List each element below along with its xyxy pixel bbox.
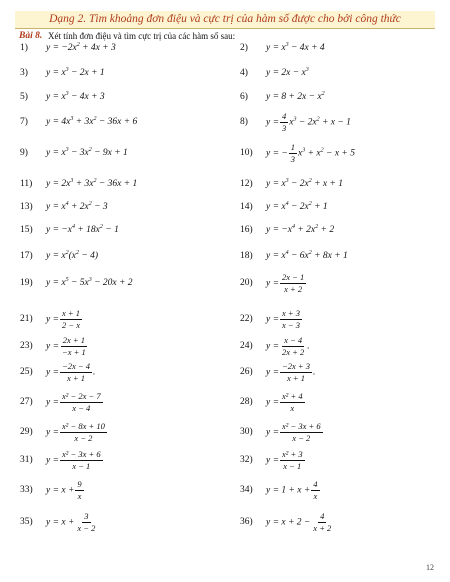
item-formula — [46, 309, 83, 330]
exponent: 4 — [292, 224, 296, 230]
exponent: 2 — [316, 116, 320, 123]
formula-text: y = x — [266, 251, 286, 261]
formula-text: + 2x — [295, 225, 316, 235]
formula-text: − 5x — [68, 278, 89, 288]
fraction-denominator: 3 — [282, 122, 287, 133]
fraction-denominator: x − 3 — [282, 319, 301, 330]
formula-text: y = — [266, 455, 280, 466]
section-heading-banner — [15, 11, 435, 29]
formula-text: + 2x — [68, 202, 89, 212]
item-formula — [266, 179, 343, 189]
item-formula — [266, 112, 351, 133]
fraction-denominator: x + 2 — [313, 522, 332, 533]
formula-text: x — [289, 117, 294, 128]
item-formula — [46, 202, 108, 212]
item-formula — [266, 512, 334, 533]
exercise-item — [240, 110, 351, 133]
fraction-numerator: 1 — [290, 141, 296, 152]
formula-text: y = x + — [46, 485, 75, 496]
exercise-item — [20, 420, 108, 443]
item-formula — [266, 251, 348, 261]
item-formula — [46, 251, 98, 261]
formula-text: y = 2x — [46, 179, 71, 189]
formula-text: + x — [305, 148, 321, 159]
formula-text: y = — [46, 397, 60, 408]
formula-text: y = — [46, 367, 60, 378]
formula-text: y = — [46, 314, 60, 325]
exercise-item — [240, 448, 306, 471]
exponent: 4 — [285, 201, 289, 207]
fraction-denominator: x + 1 — [67, 372, 86, 383]
fraction — [75, 480, 83, 501]
fraction — [280, 362, 312, 383]
item-number: 36) — [240, 517, 253, 527]
fraction — [280, 273, 306, 294]
item-formula — [266, 225, 334, 235]
formula-text: y = 8 + 2x − x — [266, 92, 322, 102]
formula-text: y = −x — [46, 225, 73, 235]
item-formula — [266, 202, 328, 212]
formula-text: y = −x — [266, 225, 293, 235]
item-number: 35) — [20, 517, 33, 527]
exercise-item — [20, 88, 105, 106]
exercise-item — [20, 448, 104, 471]
exercise-item — [20, 274, 133, 292]
item-number: 22) — [240, 314, 253, 324]
exercise-item — [20, 198, 108, 216]
item-number: 3) — [20, 68, 28, 78]
formula-text: + x − 1 — [319, 117, 351, 128]
exponent: 3 — [65, 147, 69, 153]
formula-text: + 8x + 1 — [311, 251, 348, 261]
fraction-denominator: x − 1 — [72, 460, 91, 471]
formula-text: + 4x + 3 — [79, 43, 116, 53]
exercise-item — [240, 39, 325, 57]
fraction — [60, 450, 103, 471]
exponent: 5 — [65, 277, 69, 283]
item-number: 30) — [240, 427, 253, 437]
formula-text: y = −2x — [46, 43, 77, 53]
exponent: 3 — [65, 67, 69, 73]
item-number: 5) — [20, 92, 28, 102]
item-formula — [46, 422, 108, 443]
exponent: 2 — [93, 116, 97, 122]
fraction — [60, 362, 92, 383]
exercise-item — [240, 175, 343, 193]
fraction — [289, 143, 297, 164]
formula-text: y = x — [46, 202, 66, 212]
exercise-item — [240, 334, 310, 357]
item-formula — [46, 68, 105, 78]
exercise-item — [240, 420, 324, 443]
formula-text: − 1 — [102, 225, 119, 235]
formula-text: − 4) — [78, 251, 99, 261]
formula-text: y = — [266, 278, 280, 289]
formula-text: x — [298, 148, 303, 159]
item-formula — [46, 225, 119, 235]
exponent: 2 — [308, 201, 312, 207]
formula-text: y = x — [266, 179, 286, 189]
exponent: 4 — [285, 250, 289, 256]
formula-text: y = — [266, 427, 280, 438]
item-formula — [46, 362, 95, 383]
formula-text: y = x + — [46, 517, 75, 528]
formula-text: − 36x + 6 — [96, 117, 138, 127]
item-formula — [266, 143, 355, 164]
fraction-denominator: 3 — [290, 153, 296, 164]
page-number: 12 — [426, 563, 434, 572]
fraction — [280, 392, 305, 413]
fraction-numerator: x² − 3x + 6 — [62, 448, 101, 459]
exercise-item — [240, 88, 325, 106]
formula-text: y = — [46, 341, 60, 352]
fraction — [60, 309, 82, 330]
item-number: 16) — [240, 225, 253, 235]
fraction-denominator: x — [290, 402, 295, 413]
formula-text: y = x — [266, 43, 286, 53]
exercise-item — [20, 247, 98, 265]
formula-text: y = — [266, 314, 280, 325]
item-formula — [46, 148, 128, 158]
item-formula — [266, 92, 325, 102]
item-formula — [46, 512, 98, 533]
exponent: 3 — [285, 178, 289, 184]
fraction-denominator: x − 2 — [292, 432, 311, 443]
formula-text: y = x — [46, 278, 66, 288]
exercise-item — [20, 39, 116, 57]
fraction-numerator: 9 — [77, 478, 82, 489]
exercise-item — [240, 271, 307, 294]
exponent: 2 — [76, 42, 80, 48]
fraction-numerator: x² − 8x + 10 — [62, 420, 105, 431]
exponent: 2 — [88, 201, 92, 207]
exercise-item — [20, 64, 105, 82]
exponent: 2 — [65, 250, 69, 256]
exponent: 3 — [70, 116, 74, 122]
formula-text: . — [93, 367, 96, 378]
formula-text: − 9x + 1 — [91, 148, 128, 158]
item-number: 20) — [240, 278, 253, 288]
exercise-item — [20, 510, 98, 533]
formula-text: − 3 — [91, 202, 108, 212]
exponent: 3 — [285, 42, 289, 48]
item-number: 21) — [20, 314, 33, 324]
exercise-instruction: Xét tính đơn điệu và tìm cực trị của các hàm số sau: — [48, 31, 236, 41]
fraction — [311, 512, 333, 533]
item-number: 6) — [240, 92, 248, 102]
item-number: 9) — [20, 148, 28, 158]
exponent: 2 — [315, 224, 319, 230]
fraction-denominator: x − 2 — [77, 522, 96, 533]
item-number: 2) — [240, 43, 248, 53]
fraction-denominator: x − 1 — [283, 460, 302, 471]
item-number: 15) — [20, 225, 33, 235]
item-formula — [266, 422, 324, 443]
formula-text: − 2x — [296, 117, 317, 128]
exercise-item — [20, 221, 119, 239]
formula-text: − 2x + 1 — [68, 68, 105, 78]
fraction-denominator: 2 − x — [62, 319, 81, 330]
fraction-numerator: 2x + 1 — [62, 334, 86, 345]
exercise-item — [20, 478, 85, 501]
item-formula — [46, 278, 133, 288]
fraction — [75, 512, 97, 533]
exponent: 2 — [321, 91, 325, 97]
fraction-numerator: x² − 3x + 6 — [282, 420, 321, 431]
item-number: 29) — [20, 427, 33, 437]
formula-text: y = — [266, 367, 280, 378]
formula-text: − 4x + 3 — [68, 92, 105, 102]
item-formula — [46, 336, 89, 357]
formula-text: y = — [46, 455, 60, 466]
fraction-numerator: 3 — [84, 510, 89, 521]
item-number: 34) — [240, 485, 253, 495]
item-number: 31) — [20, 455, 33, 465]
item-number: 25) — [20, 367, 33, 377]
item-number: 1) — [20, 43, 28, 53]
fraction-denominator: x + 2 — [284, 283, 303, 294]
item-number: 33) — [20, 485, 33, 495]
item-number: 17) — [20, 251, 33, 261]
fraction — [280, 112, 288, 133]
fraction — [280, 450, 305, 471]
fraction-numerator: −2x − 4 — [62, 360, 91, 371]
formula-text: y = — [46, 427, 60, 438]
item-formula — [266, 480, 321, 501]
fraction-numerator: x² − 2x − 7 — [62, 390, 101, 401]
exercise-item — [20, 175, 137, 193]
exponent: 2 — [308, 178, 312, 184]
fraction-numerator: x + 3 — [282, 307, 301, 318]
formula-text: − 2x — [288, 202, 309, 212]
item-formula — [266, 309, 303, 330]
item-formula — [266, 392, 306, 413]
formula-text: + 2 — [318, 225, 335, 235]
item-formula — [46, 480, 85, 501]
formula-text: y = 1 + x + — [266, 485, 311, 496]
exponent: 4 — [72, 224, 76, 230]
formula-text: y = — [266, 341, 280, 352]
exercise-item — [240, 247, 348, 265]
formula-text: − 2x — [288, 179, 309, 189]
item-number: 18) — [240, 251, 253, 261]
item-number: 12) — [240, 179, 253, 189]
fraction-denominator: x − 2 — [74, 432, 93, 443]
exponent: 4 — [65, 201, 69, 207]
fraction-numerator: x² + 4 — [282, 390, 303, 401]
formula-text: − 20x + 2 — [91, 278, 133, 288]
exponent: 2 — [93, 178, 97, 184]
item-formula — [266, 450, 306, 471]
formula-text: y = x + 2 − — [266, 517, 311, 528]
fraction-numerator: x + 1 — [62, 307, 81, 318]
item-number: 4) — [240, 68, 248, 78]
exponent: 3 — [65, 91, 69, 97]
fraction-numerator: x − 4 — [284, 334, 303, 345]
exercise-item — [20, 113, 137, 131]
formula-text: y = x — [266, 202, 286, 212]
formula-text: y = x — [46, 92, 66, 102]
formula-text: y = — [266, 117, 280, 128]
formula-text: y = — [266, 397, 280, 408]
item-number: 10) — [240, 148, 253, 158]
fraction-numerator: 4 — [313, 478, 318, 489]
item-formula — [266, 68, 309, 78]
item-formula — [266, 336, 310, 357]
item-number: 8) — [240, 117, 248, 127]
exercise-item — [20, 360, 96, 383]
exercise-item — [240, 390, 306, 413]
item-formula — [46, 43, 116, 53]
formula-text: y = 2x − x — [266, 68, 306, 78]
item-number: 7) — [20, 117, 28, 127]
formula-text: + 18x — [75, 225, 100, 235]
fraction-denominator: x − 4 — [72, 402, 91, 413]
exponent: 3 — [305, 67, 309, 73]
item-number: 23) — [20, 341, 33, 351]
formula-text: (x — [68, 251, 76, 261]
formula-text: − 6x — [288, 251, 309, 261]
item-number: 26) — [240, 367, 253, 377]
exponent: 3 — [88, 277, 92, 283]
exercise-item — [240, 360, 316, 383]
exponent: 2 — [308, 250, 312, 256]
formula-text: + x + 1 — [311, 179, 344, 189]
formula-text: . — [313, 367, 316, 378]
item-formula — [266, 362, 315, 383]
fraction-denominator: 2x + 2 — [282, 346, 305, 357]
item-number: 28) — [240, 397, 253, 407]
exponent: 2 — [99, 224, 103, 230]
exercise-item — [20, 390, 104, 413]
exponent: 2 — [320, 147, 324, 154]
fraction — [280, 422, 323, 443]
fraction — [60, 392, 103, 413]
item-formula — [46, 392, 104, 413]
formula-text: y = x — [46, 148, 66, 158]
formula-text: y = x — [46, 68, 66, 78]
fraction — [60, 422, 107, 443]
item-number: 13) — [20, 202, 33, 212]
formula-text: − 36x + 1 — [96, 179, 138, 189]
item-number: 24) — [240, 341, 253, 351]
formula-text: − 3x — [68, 148, 89, 158]
fraction — [60, 336, 88, 357]
fraction-numerator: 4 — [320, 510, 325, 521]
exercise-item — [240, 64, 309, 82]
item-number: 11) — [20, 179, 33, 189]
fraction — [311, 480, 319, 501]
fraction — [280, 336, 306, 357]
item-formula — [46, 179, 137, 189]
formula-text: − x + 5 — [323, 148, 355, 159]
item-formula — [46, 92, 105, 102]
formula-text: + 3x — [73, 117, 94, 127]
formula-text: − 4x + 4 — [288, 43, 325, 53]
exponent: 3 — [302, 147, 306, 154]
item-formula — [46, 117, 137, 127]
fraction-denominator: x + 1 — [287, 372, 306, 383]
formula-text: + 1 — [311, 202, 328, 212]
fraction-denominator: x — [313, 490, 318, 501]
item-formula — [266, 43, 325, 53]
fraction-numerator: −2x + 3 — [282, 360, 311, 371]
exercise-item — [240, 510, 334, 533]
exercise-item — [20, 144, 128, 162]
fraction-numerator: 4 — [282, 110, 287, 121]
exponent: 3 — [70, 178, 74, 184]
exercise-item — [20, 307, 83, 330]
fraction-numerator: 2x − 1 — [282, 271, 305, 282]
formula-text: y = − — [266, 148, 288, 159]
fraction-denominator: x — [77, 490, 82, 501]
exercise-item — [20, 334, 89, 357]
formula-text: y = x — [46, 251, 66, 261]
section-heading: Dạng 2. Tìm khoảng đơn điệu và cực trị của hàm số được cho bởi công thức — [49, 13, 401, 25]
exponent: 2 — [75, 250, 79, 256]
formula-text: . — [307, 341, 310, 352]
fraction — [280, 309, 302, 330]
exercise-item — [240, 141, 355, 164]
exercise-item — [240, 198, 328, 216]
exercise-label: Bài 8. — [19, 31, 43, 41]
exponent: 3 — [293, 116, 297, 123]
item-number: 32) — [240, 455, 253, 465]
item-formula — [46, 450, 104, 471]
exercise-item — [240, 307, 303, 330]
fraction-denominator: −x + 1 — [62, 346, 86, 357]
item-number: 14) — [240, 202, 253, 212]
item-number: 19) — [20, 278, 33, 288]
exercise-item — [240, 221, 334, 239]
formula-text: + 3x — [73, 179, 94, 189]
item-formula — [266, 273, 307, 294]
formula-text: y = 4x — [46, 117, 71, 127]
exercise-item — [240, 478, 321, 501]
exponent: 2 — [88, 147, 92, 153]
item-number: 27) — [20, 397, 33, 407]
fraction-numerator: x² + 3 — [282, 448, 303, 459]
